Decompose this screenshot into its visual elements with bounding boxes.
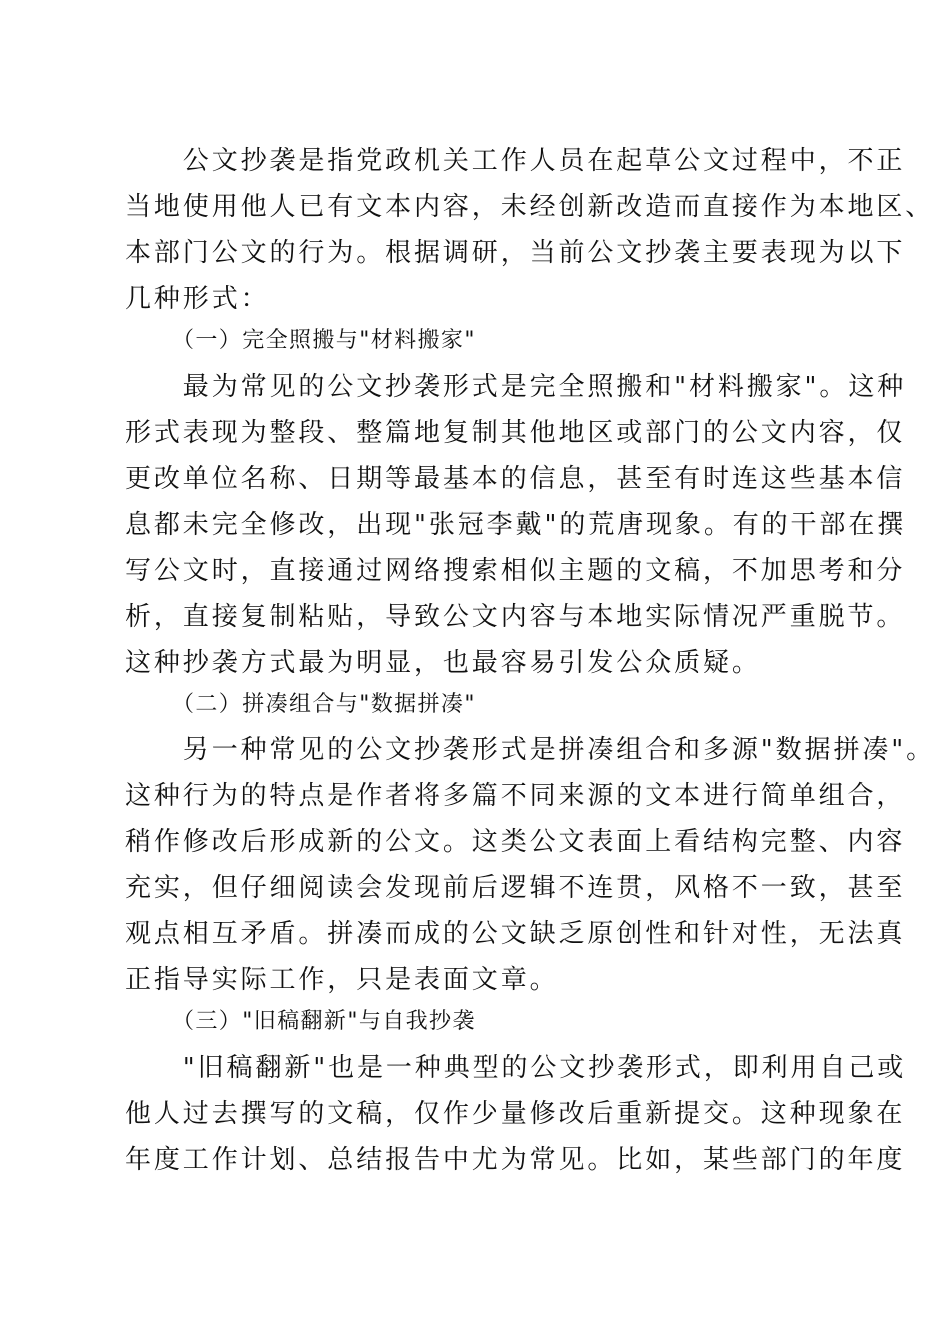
paragraph-intro-line: 几种形式： xyxy=(125,284,270,314)
paragraph-section2-line: 充实，但仔细阅读会发现前后逻辑不连贯，风格不一致，甚至 xyxy=(125,873,906,903)
paragraph-section2-line: 正指导实际工作，只是表面文章。 xyxy=(125,965,559,995)
section-heading-2: （二）拼凑组合与"数据拼凑" xyxy=(172,692,476,717)
paragraph-section1-line: 形式表现为整段、整篇地复制其他地区或部门的公文内容，仅 xyxy=(125,418,906,448)
paragraph-intro-line: 公文抄袭是指党政机关工作人员在起草公文过程中，不正 xyxy=(125,146,906,176)
section-heading-3: （三）"旧稿翻新"与自我抄袭 xyxy=(172,1009,476,1034)
section-heading-1: （一）完全照搬与"材料搬家" xyxy=(172,328,476,353)
paragraph-section3-line: 年度工作计划、总结报告中尤为常见。比如，某些部门的年度 xyxy=(125,1145,906,1175)
paragraph-section3-line: "旧稿翻新"也是一种典型的公文抄袭形式，即利用自己或 xyxy=(125,1053,907,1083)
paragraph-intro-line: 当地使用他人已有文本内容，未经创新改造而直接作为本地区、 xyxy=(125,192,935,222)
paragraph-section1-line: 写公文时，直接通过网络搜索相似主题的文稿，不加思考和分 xyxy=(125,556,906,586)
paragraph-intro-line: 本部门公文的行为。根据调研，当前公文抄袭主要表现为以下 xyxy=(125,238,906,268)
paragraph-section2-line: 观点相互矛盾。拼凑而成的公文缺乏原创性和针对性，无法真 xyxy=(125,919,906,949)
paragraph-section1-line: 息都未完全修改，出现"张冠李戴"的荒唐现象。有的干部在撰 xyxy=(125,510,907,540)
paragraph-section2-line: 稍作修改后形成新的公文。这类公文表面上看结构完整、内容 xyxy=(125,827,906,857)
paragraph-section1-line: 最为常见的公文抄袭形式是完全照搬和"材料搬家"。这种 xyxy=(125,372,907,402)
paragraph-section2-line: 另一种常见的公文抄袭形式是拼凑组合和多源"数据拼凑"。 xyxy=(125,735,936,765)
paragraph-section1-line: 这种抄袭方式最为明显，也最容易引发公众质疑。 xyxy=(125,648,761,678)
paragraph-section3-line: 他人过去撰写的文稿，仅作少量修改后重新提交。这种现象在 xyxy=(125,1099,906,1129)
paragraph-section1-line: 析，直接复制粘贴，导致公文内容与本地实际情况严重脱节。 xyxy=(125,602,906,632)
paragraph-section2-line: 这种行为的特点是作者将多篇不同来源的文本进行简单组合， xyxy=(125,781,906,811)
paragraph-section1-line: 更改单位名称、日期等最基本的信息，甚至有时连这些基本信 xyxy=(125,464,906,494)
